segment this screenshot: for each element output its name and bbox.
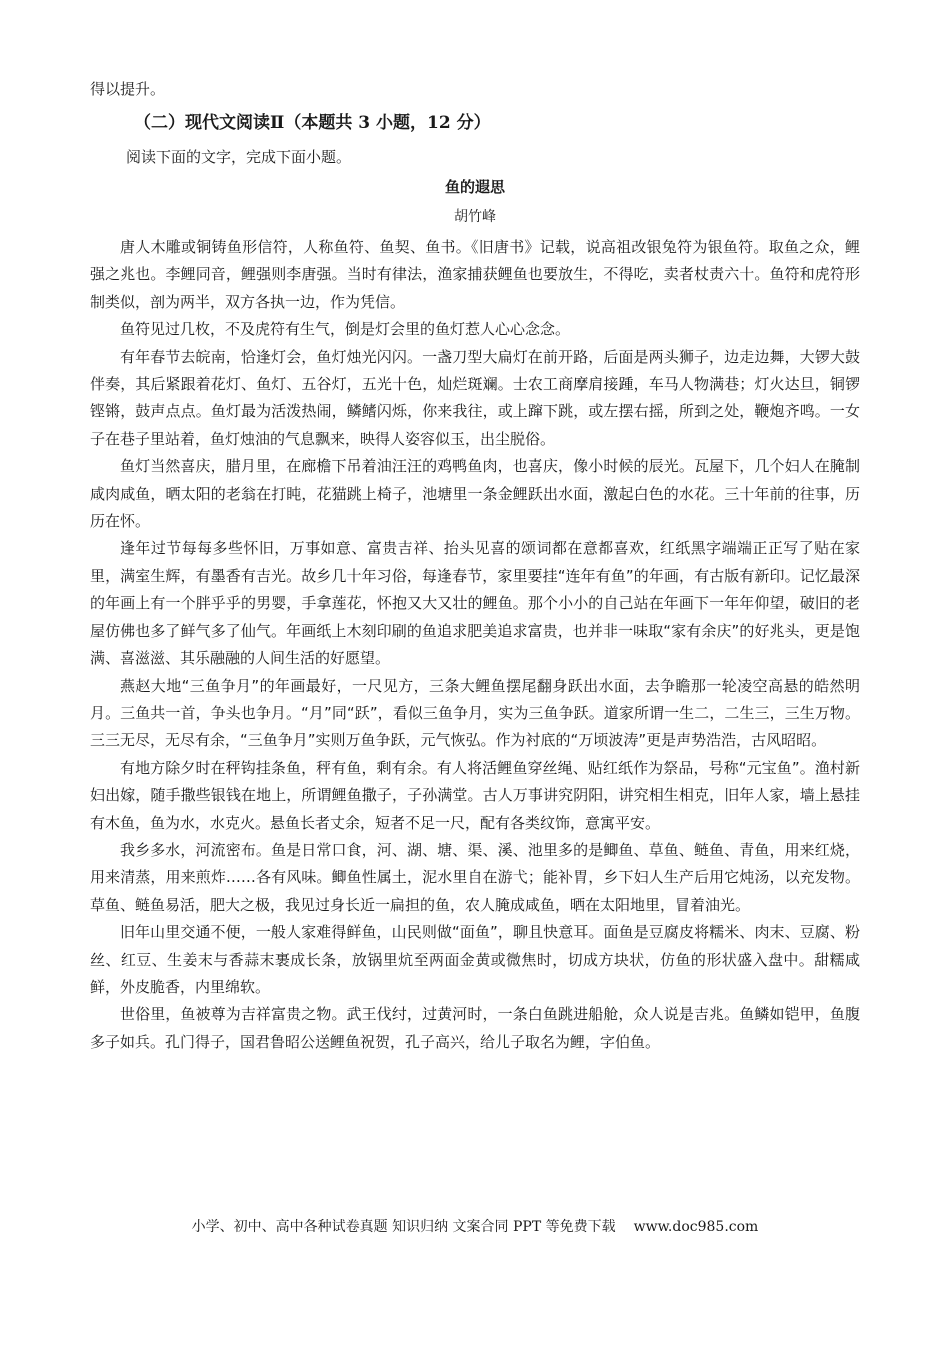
paragraph: 鱼符见过几枚，不及虎符有生气，倒是灯会里的鱼灯惹人心心念念。	[120, 320, 571, 339]
footer-text: 小学、初中、高中各种试卷真题 知识归纳 文案合同 PPT 等免费下载	[191, 1219, 616, 1235]
paragraph: 唐人木雕或铜铸鱼形信符，人称鱼符、鱼契、鱼书。《旧唐书》记载，说高祖改银兔符为银鱼符。取鱼之众，鲤强之兆也。李鲤同音，鲤强则李唐强。当时有律法，渔家捕获鲤鱼也要放生，不得吃，卖者杖责六十。鱼符和虎符形制类似，剖为两半，双方各执一边，作为凭信。	[90, 238, 860, 311]
article-author: 胡竹峰	[454, 209, 496, 225]
section-heading: （二）现代文阅读Ⅱ（本题共 3 小题，12 分）	[134, 113, 491, 133]
paragraph: 有地方除夕时在秤钩挂条鱼，秤有鱼，剩有余。有人将活鲤鱼穿丝绳、贴红纸作为祭品，号称“元宝鱼”。渔村新妇出嫁，随手撒些银钱在地上，所谓鲤鱼撒子，子孙满堂。古人万事讲究阴阳，讲究相生相克，旧年人家，墙上悬挂有木鱼，鱼为水，水克火。悬鱼长者丈余，短者不足一尺，配有各类纹饰，意寓平安。	[90, 758, 860, 832]
paragraph: 燕赵大地“三鱼争月”的年画最好，一尺见方，三条大鲤鱼摆尾翻身跃出水面，去争瞻那一轮凌空高悬的皓然明月。三鱼共一首，争头也争月。“月”同“跃”，看似三鱼争月，实为三鱼争跃。道家所谓一生二，二生三，三生万物。三三无尽，无尽有余，“三鱼争月”实则万鱼争跃，元气恢弘。作为衬底的“万顷波涛”更是声势浩浩，古风昭昭。	[90, 676, 860, 750]
footer-link[interactable]: www.doc985.com	[633, 1219, 759, 1235]
page-footer	[0, 1216, 950, 1236]
previous-text-tail: 得以提升。	[90, 80, 166, 98]
paragraph: 旧年山里交通不便，一般人家难得鲜鱼，山民则做“面鱼”，聊且快意耳。面鱼是豆腐皮将糯米、肉末、豆腐、粉丝、红豆、生姜末与香蒜末裹成长条，放锅里炕至两面金黄或微焦时，切成方块状，仿鱼的形状盛入盘中。甜糯咸鲜，外皮脆香，内里绵软。	[90, 923, 860, 996]
reading-instruction: 阅读下面的文字，完成下面小题。	[126, 148, 352, 166]
paragraph: 世俗里，鱼被尊为吉祥富贵之物。武王伐纣，过黄河时，一条白鱼跳进船舱，众人说是吉兆。鱼鳞如铠甲，鱼腹多子如兵。孔门得子，国君鲁昭公送鲤鱼祝贺，孔子高兴，给儿子取名为鲤，字伯鱼。	[90, 1005, 860, 1051]
paragraph: 有年春节去皖南，恰逢灯会，鱼灯烛光闪闪。一盏刀型大扁灯在前开路，后面是两头狮子，边走边舞，大锣大鼓伴奏，其后紧跟着花灯、鱼灯、五谷灯，五光十色，灿烂斑斓。士农工商摩肩接踵，车马人物满巷；灯火达旦，铜锣铿锵，鼓声点点。鱼灯最为活泼热闹，鳞鳍闪烁，你来我往，或上蹿下跳，或左摆右摇，所到之处，鞭炮齐鸣。一女子在巷子里站着，鱼灯烛油的气息飘来，映得人姿容似玉，出尘脱俗。	[90, 347, 860, 448]
article-body	[90, 234, 860, 1056]
article-title: 鱼的遐思	[444, 178, 505, 196]
paragraph: 逢年过节每每多些怀旧，万事如意、富贵吉祥、抬头见喜的颂词都在意都喜欢，红纸黑字端端正正写了贴在家里，满室生辉，有墨香有吉光。故乡几十年习俗，每逢春节，家里要挂“连年有鱼”的年画，有古版有新印。记忆最深的年画上有一个胖乎乎的男婴，手拿莲花，怀抱又大又壮的鲤鱼。那个小小的自己站在年画下一年年仰望，破旧的老屋仿佛也多了鲜气多了仙气。年画纸上木刻印刷的鱼追求肥美追求富贵，也并非一味取“家有余庆”的好兆头，更是饱满、喜滋滋、其乐融融的人间生活的好愿望。	[90, 539, 860, 668]
paragraph: 我乡多水，河流密布。鱼是日常口食，河、湖、塘、渠、溪、池里多的是鲫鱼、草鱼、鲢鱼、青鱼，用来红烧，用来清蒸，用来煎炸……各有风味。鲫鱼性属土，泥水里自在游弋；能补胃，乡下妇人生产后用它炖汤，以充发物。草鱼、鲢鱼易活，肥大之极，我见过身长近一扁担的鱼，农人腌成咸鱼，晒在太阳地里，冒着油光。	[90, 840, 860, 914]
paragraph: 鱼灯当然喜庆，腊月里，在廊檐下吊着油汪汪的鸡鸭鱼肉，也喜庆，像小时候的辰光。瓦屋下，几个妇人在腌制咸肉咸鱼，晒太阳的老翁在打盹，花猫跳上椅子，池塘里一条金鲤跃出水面，激起白色的水花。三十年前的往事，历历在怀。	[90, 457, 860, 531]
